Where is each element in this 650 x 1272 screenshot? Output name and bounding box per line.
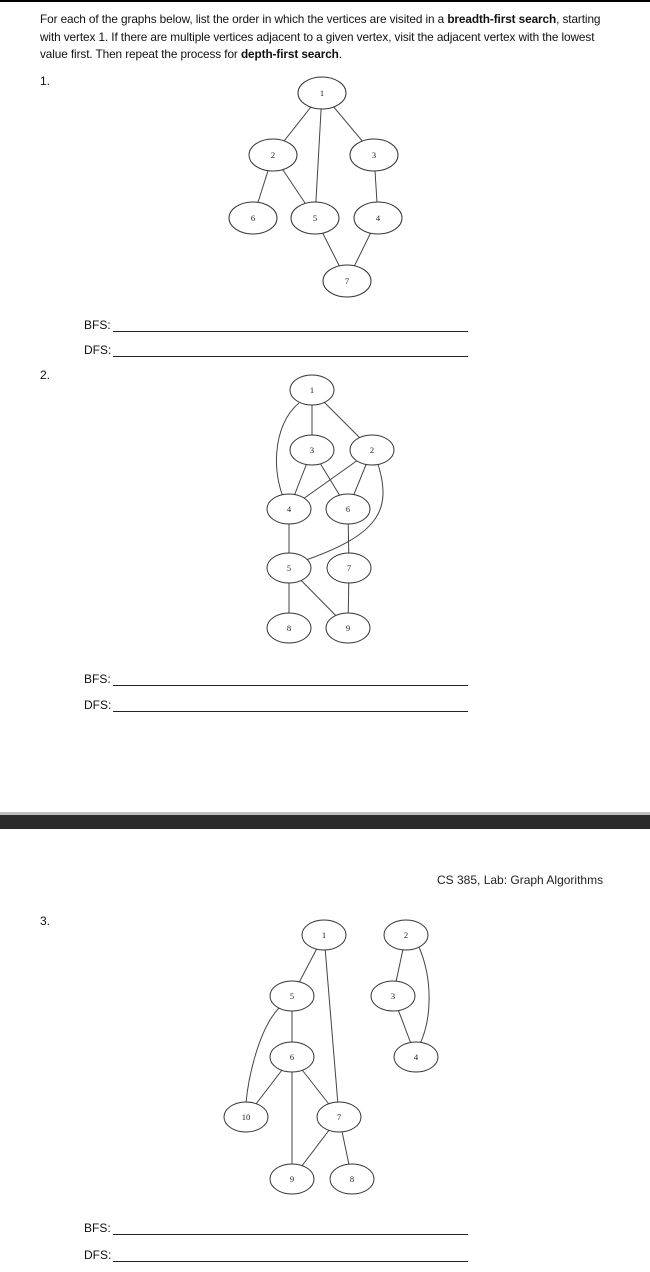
- svg-text:7: 7: [346, 563, 352, 573]
- svg-text:10: 10: [241, 1112, 251, 1122]
- svg-text:6: 6: [289, 1052, 295, 1062]
- svg-text:2: 2: [369, 445, 375, 455]
- dfs-label: DFS:: [84, 698, 112, 712]
- svg-text:1: 1: [319, 88, 325, 98]
- svg-text:4: 4: [375, 213, 381, 223]
- svg-text:8: 8: [349, 1174, 355, 1184]
- bfs-label: BFS:: [84, 672, 111, 686]
- svg-text:6: 6: [250, 213, 256, 223]
- edge-2-4: [419, 947, 429, 1046]
- svg-text:8: 8: [286, 623, 292, 633]
- problem-3-dfs-answer[interactable]: [84, 1248, 468, 1262]
- svg-text:1: 1: [309, 385, 315, 395]
- dfs-label: DFS:: [84, 1248, 112, 1262]
- svg-text:3: 3: [390, 991, 396, 1001]
- vertex-1: [302, 920, 346, 950]
- svg-text:4: 4: [286, 504, 292, 514]
- vertex-5: [270, 981, 314, 1011]
- svg-text:3: 3: [309, 445, 315, 455]
- svg-text:2: 2: [270, 150, 276, 160]
- vertex-10: [224, 1102, 268, 1132]
- instructions-dfs-term: depth-first search: [240, 47, 339, 61]
- answer-blank[interactable]: [113, 1224, 468, 1235]
- vertex-2: [384, 920, 428, 950]
- instructions-text-2: , starting with vertex 1. If there are multiple vertices adjacent to a given vertex, visit the adjacent vertex with the lowest value first. Then repeat the process for: [40, 12, 601, 61]
- edge-1-7: [324, 935, 339, 1117]
- problem-2-number: 2.: [40, 368, 51, 382]
- svg-text:5: 5: [286, 563, 292, 573]
- problem-3-number: 3.: [40, 914, 51, 928]
- instructions-text-1: For each of the graphs below, list the order in which the vertices are visited in a: [40, 12, 448, 26]
- vertex-8: [330, 1164, 374, 1194]
- svg-text:5: 5: [312, 213, 318, 223]
- svg-text:7: 7: [336, 1112, 342, 1122]
- instructions-bfs-term: breadth-first search: [447, 12, 557, 26]
- svg-text:2: 2: [403, 930, 409, 940]
- svg-text:7: 7: [344, 276, 350, 286]
- dfs-label: DFS:: [84, 343, 112, 357]
- problem-1-number: 1.: [40, 74, 51, 88]
- answer-blank[interactable]: [113, 1251, 468, 1262]
- svg-text:6: 6: [345, 504, 351, 514]
- vertex-3: [371, 981, 415, 1011]
- vertex-6: [270, 1042, 314, 1072]
- bfs-label: BFS:: [84, 318, 111, 332]
- svg-text:3: 3: [371, 150, 377, 160]
- bfs-label: BFS:: [84, 1221, 111, 1235]
- svg-text:5: 5: [289, 991, 295, 1001]
- svg-text:1: 1: [321, 930, 327, 940]
- svg-text:4: 4: [413, 1052, 419, 1062]
- svg-text:9: 9: [289, 1174, 295, 1184]
- page-header: CS 385, Lab: Graph Algorithms: [437, 873, 604, 887]
- vertex-4: [394, 1042, 438, 1072]
- vertex-7: [317, 1102, 361, 1132]
- problem-3-bfs-answer[interactable]: [84, 1221, 468, 1235]
- svg-text:9: 9: [345, 623, 351, 633]
- vertex-9: [270, 1164, 314, 1194]
- instructions-text-3: .: [338, 47, 342, 61]
